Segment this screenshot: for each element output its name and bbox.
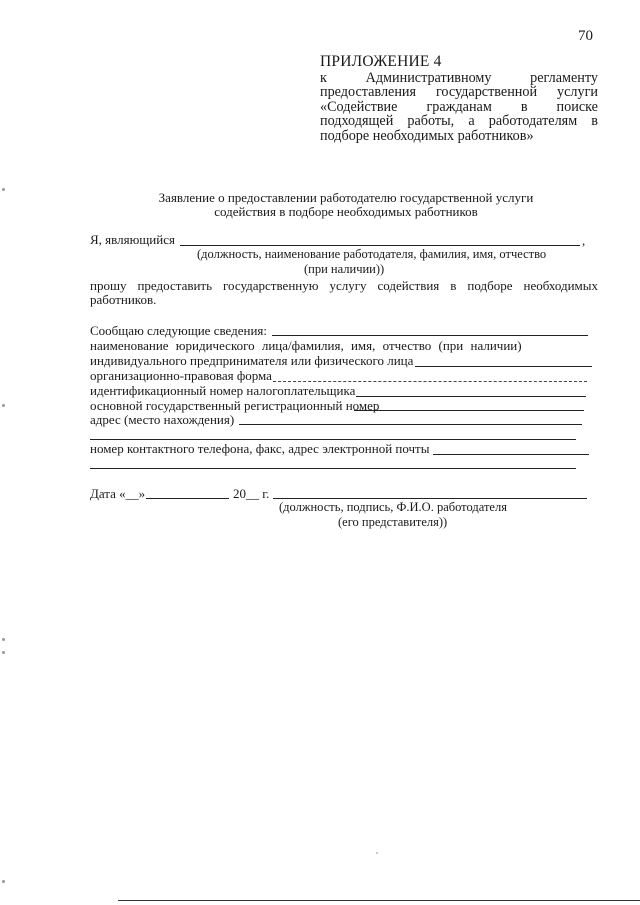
contacts-label: номер контактного телефона, факс, адрес электронной почты — [90, 441, 430, 456]
position-caption-2: (при наличии)) — [304, 262, 385, 276]
signature-field[interactable] — [273, 498, 587, 499]
info-label: Сообщаю следующие сведения: — [90, 323, 268, 338]
i-am-label: Я, являющийся — [90, 232, 175, 247]
scan-mark — [2, 880, 5, 883]
contacts-field[interactable] — [433, 454, 589, 455]
legal-name-text: наименование юридического лица/фамилия, имя, отчество (при наличии) — [90, 338, 522, 353]
appendix-last-line: подборе необходимых работников» — [320, 127, 534, 144]
appendix-line-2 — [320, 85, 598, 100]
scan-mark — [2, 638, 5, 641]
appendix-word: «Содействие — [320, 98, 398, 115]
info-field[interactable] — [272, 335, 588, 336]
year-label: 20__ г. — [233, 486, 270, 501]
appendix-header — [320, 55, 598, 143]
signature-caption: (должность, подпись, Ф.И.О. работодателя — [279, 500, 507, 514]
appendix-word: а — [468, 113, 475, 129]
page-number: 70 — [578, 28, 593, 44]
date-label: Дата «__» — [90, 486, 146, 501]
entrepreneur-label: индивидуального предпринимателя или физического лица — [90, 353, 414, 368]
contacts-field-2[interactable] — [90, 468, 576, 469]
legal-form-field[interactable] — [273, 381, 587, 382]
scan-dot — [376, 852, 378, 854]
appendix-word: работодателям — [488, 113, 578, 129]
i-am-comma: , — [582, 233, 586, 248]
appendix-word: подходящей — [320, 113, 394, 129]
appendix-title: ПРИЛОЖЕНИЕ 4 — [320, 53, 442, 70]
appendix-word: предоставления — [320, 84, 417, 100]
appendix-word: гражданам — [426, 98, 492, 115]
request-text: прошу предоставить государственную услугу содействия в подборе необходимых работников. — [90, 278, 598, 307]
scan-mark — [2, 651, 5, 654]
address-field[interactable] — [239, 424, 582, 425]
address-field-2[interactable] — [90, 439, 576, 440]
position-caption: (должность, наименование работодателя, фамилия, имя, отчество — [197, 247, 547, 261]
appendix-line-1 — [320, 71, 598, 86]
appendix-word: Административному — [365, 69, 492, 86]
form-title-line-1: Заявление о предоставлении работодателю государственной услуги — [158, 190, 534, 205]
appendix-line-3 — [320, 100, 598, 115]
appendix-word: поиске — [556, 98, 598, 115]
bottom-edge-line — [118, 900, 640, 901]
appendix-word: в — [591, 113, 598, 129]
ogrn-field[interactable] — [354, 410, 584, 411]
appendix-line-4 — [320, 114, 598, 129]
signature-caption-2: (его представителя)) — [338, 515, 448, 529]
legal-name-label — [90, 338, 526, 354]
position-field[interactable] — [180, 245, 580, 246]
appendix-word: в — [520, 98, 528, 115]
date-field[interactable] — [146, 498, 229, 499]
scan-mark — [2, 188, 5, 191]
legal-form-label: организационно-правовая форма — [90, 368, 272, 383]
ogrn-label: основной государственный регистрационный номер — [90, 398, 380, 413]
form-title — [90, 191, 602, 219]
scan-mark — [2, 404, 5, 407]
entrepreneur-field[interactable] — [415, 366, 592, 367]
inn-label: идентификационный номер налогоплательщика — [90, 383, 356, 398]
inn-field[interactable] — [356, 396, 586, 397]
appendix-word: государственной — [435, 84, 538, 100]
appendix-word: работы, — [407, 113, 455, 129]
appendix-word: услуги — [557, 84, 598, 100]
address-label: адрес (место нахождения) — [90, 412, 235, 427]
form-title-line-2: содействия в подборе необходимых работников — [214, 204, 478, 219]
appendix-word: к — [320, 69, 327, 86]
appendix-word: регламенту — [530, 69, 598, 86]
